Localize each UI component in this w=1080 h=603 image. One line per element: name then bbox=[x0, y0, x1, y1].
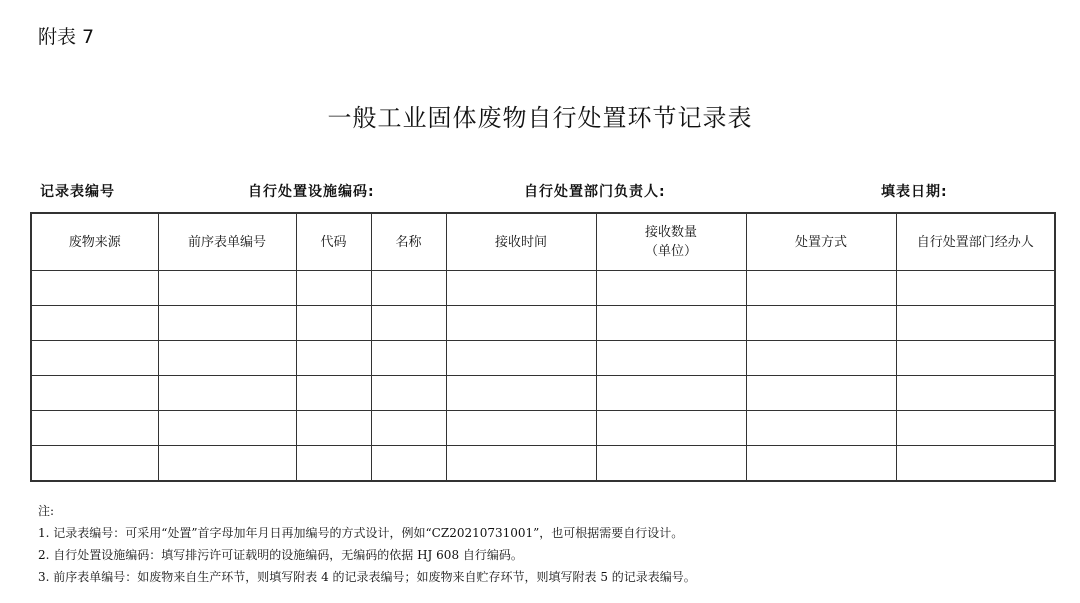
table-cell[interactable] bbox=[446, 411, 596, 446]
table-cell[interactable] bbox=[31, 306, 158, 341]
table-cell[interactable] bbox=[896, 446, 1055, 482]
table-cell[interactable] bbox=[596, 306, 746, 341]
table-cell[interactable] bbox=[371, 306, 446, 341]
table-cell[interactable] bbox=[296, 376, 371, 411]
table-cell[interactable] bbox=[296, 271, 371, 306]
col-header-disposal-method: 处置方式 bbox=[746, 213, 896, 271]
note-item-2: 2. 自行处置设施编码：填写排污许可证载明的设施编码，无编码的依据 HJ 608 自行编码。 bbox=[38, 548, 523, 562]
table-cell[interactable] bbox=[158, 306, 296, 341]
table-cell[interactable] bbox=[896, 376, 1055, 411]
table-cell[interactable] bbox=[296, 411, 371, 446]
table-cell[interactable] bbox=[31, 271, 158, 306]
receive-quantity-label: 接收数量 bbox=[644, 225, 697, 240]
table-cell[interactable] bbox=[596, 376, 746, 411]
table-cell[interactable] bbox=[596, 446, 746, 482]
department-head-label: 自行处置部门负责人: bbox=[524, 184, 666, 200]
table-cell[interactable] bbox=[446, 446, 596, 482]
table-cell[interactable] bbox=[296, 446, 371, 482]
table-cell[interactable] bbox=[31, 411, 158, 446]
col-header-receive-time: 接收时间 bbox=[446, 213, 596, 271]
note-item-3: 3. 前序表单编号：如废物来自生产环节，则填写附表 4 的记录表编号；如废物来自贮存环节，则填写附表 5 的记录表编号。 bbox=[38, 570, 696, 584]
table-cell[interactable] bbox=[158, 376, 296, 411]
table-cell[interactable] bbox=[158, 411, 296, 446]
page-title: 一般工业固体废物自行处置环节记录表 bbox=[327, 104, 753, 132]
table-cell[interactable] bbox=[446, 306, 596, 341]
table-cell[interactable] bbox=[746, 411, 896, 446]
table-cell[interactable] bbox=[371, 446, 446, 482]
table-header-row bbox=[31, 213, 1055, 271]
table-cell[interactable] bbox=[371, 341, 446, 376]
table-cell[interactable] bbox=[31, 376, 158, 411]
fill-date-label: 填表日期: bbox=[881, 184, 948, 200]
table-cell[interactable] bbox=[158, 446, 296, 482]
table-cell[interactable] bbox=[896, 306, 1055, 341]
table-cell[interactable] bbox=[596, 341, 746, 376]
record-table bbox=[30, 212, 1056, 482]
table-row bbox=[31, 306, 1055, 341]
table-cell[interactable] bbox=[446, 271, 596, 306]
table-row bbox=[31, 341, 1055, 376]
table-cell[interactable] bbox=[158, 271, 296, 306]
table-cell[interactable] bbox=[746, 341, 896, 376]
table-cell[interactable] bbox=[746, 376, 896, 411]
table-cell[interactable] bbox=[896, 271, 1055, 306]
table-cell[interactable] bbox=[596, 271, 746, 306]
table-cell[interactable] bbox=[896, 341, 1055, 376]
col-header-handler: 自行处置部门经办人 bbox=[896, 213, 1055, 271]
table-cell[interactable] bbox=[371, 271, 446, 306]
receive-quantity-unit: （单位） bbox=[644, 244, 697, 259]
notes bbox=[38, 500, 696, 588]
table-cell[interactable] bbox=[371, 411, 446, 446]
table-cell[interactable] bbox=[596, 411, 746, 446]
table-cell[interactable] bbox=[446, 341, 596, 376]
facility-code-label: 自行处置设施编码: bbox=[248, 184, 375, 200]
table-cell[interactable] bbox=[746, 271, 896, 306]
table-row bbox=[31, 376, 1055, 411]
table-cell[interactable] bbox=[896, 411, 1055, 446]
notes-label: 注: bbox=[38, 504, 55, 518]
table-cell[interactable] bbox=[31, 341, 158, 376]
table-cell[interactable] bbox=[296, 341, 371, 376]
table-cell[interactable] bbox=[158, 341, 296, 376]
col-header-code: 代码 bbox=[296, 213, 371, 271]
table-row bbox=[31, 411, 1055, 446]
col-header-name: 名称 bbox=[371, 213, 446, 271]
table-cell[interactable] bbox=[31, 446, 158, 482]
col-header-prior-form-no: 前序表单编号 bbox=[158, 213, 296, 271]
col-header-receive-quantity bbox=[596, 213, 746, 271]
table-cell[interactable] bbox=[746, 446, 896, 482]
table-cell[interactable] bbox=[296, 306, 371, 341]
table-cell[interactable] bbox=[446, 376, 596, 411]
table-row bbox=[31, 271, 1055, 306]
table-cell[interactable] bbox=[371, 376, 446, 411]
appendix-label: 附表 7 bbox=[38, 26, 95, 48]
note-item-1: 1. 记录表编号：可采用“处置”首字母加年月日再加编号的方式设计，例如“CZ20210731001”，也可根据需要自行设计。 bbox=[38, 526, 684, 540]
col-header-waste-source: 废物来源 bbox=[31, 213, 158, 271]
record-number-label: 记录表编号 bbox=[40, 184, 115, 200]
table-row bbox=[31, 446, 1055, 482]
table-cell[interactable] bbox=[746, 306, 896, 341]
